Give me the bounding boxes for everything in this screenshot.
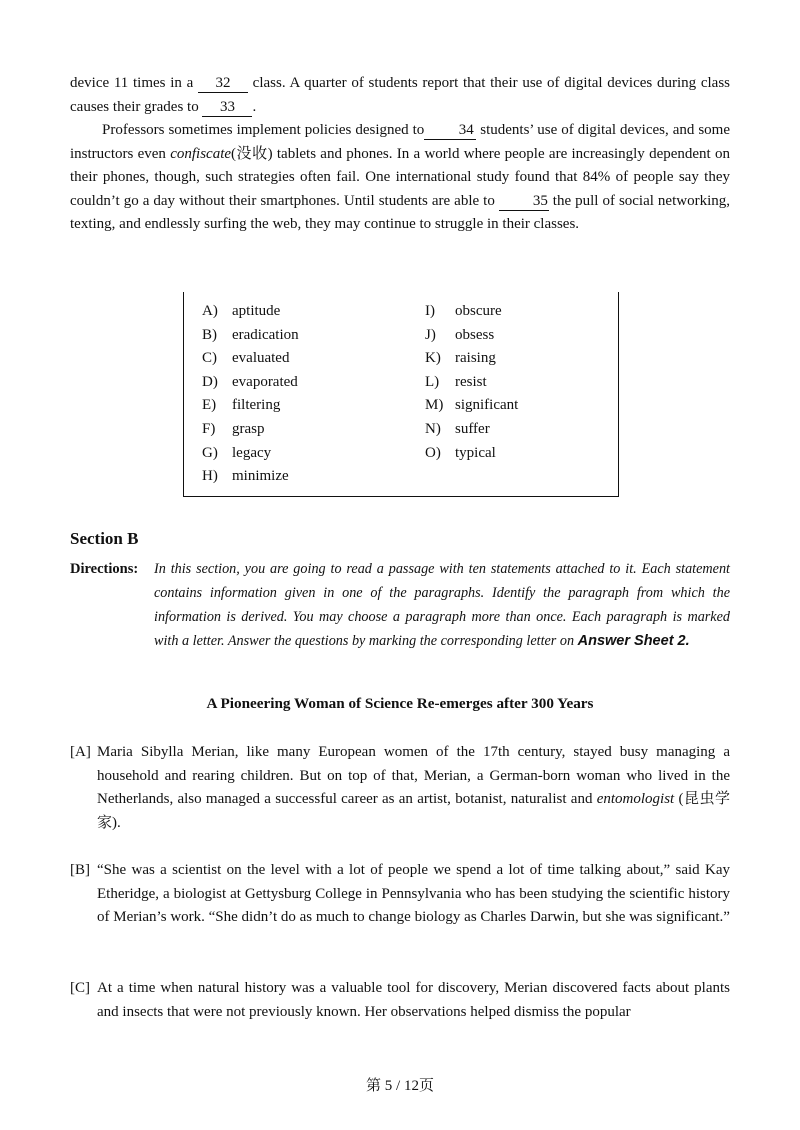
passage-title: A Pioneering Woman of Science Re-emerges after 300 Years <box>206 695 594 712</box>
paragraph-tag: [B] <box>70 862 90 878</box>
word-option: O) typical <box>425 444 496 461</box>
word-option: K) raising <box>425 350 496 367</box>
word-option: D) evaporated <box>202 373 298 390</box>
word-option: N) suffer <box>425 420 490 437</box>
paragraph-c: [C] At a time when natural history was a valuable tool for discovery, Merian discovered facts about plants and insects that were not previously known. Her observations helped dismiss the popular <box>70 977 730 1024</box>
blank-32: 32 <box>198 75 248 93</box>
page-number-footer: 第 5 / 12页 <box>366 1078 434 1094</box>
paragraph-professors: Professors sometimes implement policies designed to 34 students’ use of digital devices, and some instructors even confiscate(没收) tablets and phones. In a world where people are increasingly dependent on their phones, though, such strategies often fail. One international study found that 84% of people say they couldn’t go a day without their smartphones. Until students are able to 35 the pull of social networking, texting, and endlessly surfing the web, they may continue to struggle in their classes. <box>70 122 730 232</box>
paragraph-tag: [A] <box>70 744 91 760</box>
directions-text: In this section, you are going to read a passage with ten statements attached to it. Each statement contains information given in one of the paragraphs. Identify the paragraph from which the information is derived. You may choose a paragraph more than once. Each paragraph is marked with a letter. Answer the questions by marking the corresponding letter on Answer Sheet 2. <box>154 561 730 649</box>
word-option: J) obsess <box>425 326 495 343</box>
word-option: G) legacy <box>202 444 272 461</box>
paragraph-tag: [C] <box>70 980 90 996</box>
word-option: M) significant <box>425 397 519 414</box>
word-bank-right-column <box>425 300 518 465</box>
blank-35: 35 <box>499 193 549 211</box>
paragraph-b: [B] “She was a scientist on the level with a lot of people we spend a lot of time talking about,” said Kay Etheridge, a biologist at Gettysburg College in Pennsylvania who has been studying the scientific history of Merian’s work. “She didn’t do as much to change biology as Charles Darwin, but she was significant.” <box>70 859 730 930</box>
directions-label: Directions: <box>70 561 139 577</box>
word-option: E) filtering <box>202 397 281 414</box>
word-option: F) grasp <box>202 420 265 437</box>
word-option: I) obscure <box>425 303 502 319</box>
blank-34: 34 <box>424 122 476 140</box>
exam-page <box>70 72 730 1020</box>
word-bank-left-column <box>202 300 299 489</box>
word-option: L) resist <box>425 373 487 390</box>
paragraph-a: [A] Maria Sibylla Merian, like many European women of the 17th century, stayed busy managing a household and rearing children. But on top of that, Merian, a German-born woman who lived in the Netherlands, also managed a successful career as an artist, botanist, naturalist and entomologist (昆虫学家). <box>70 741 730 835</box>
word-option: A) aptitude <box>202 303 281 319</box>
section-heading: Section B <box>70 529 139 548</box>
answer-sheet-ref: Answer Sheet 2. <box>577 633 690 649</box>
word-option: B) eradication <box>202 326 299 343</box>
word-option: C) evaluated <box>202 350 290 367</box>
word-option: H) minimize <box>202 468 289 485</box>
blank-33: 33 <box>202 99 252 117</box>
paragraph-continued: device 11 times in a 32 class. A quarter of students report that their use of digital devices during class causes their grades to 33 . <box>70 75 730 115</box>
directions <box>70 557 730 653</box>
word-bank-box <box>183 292 619 497</box>
